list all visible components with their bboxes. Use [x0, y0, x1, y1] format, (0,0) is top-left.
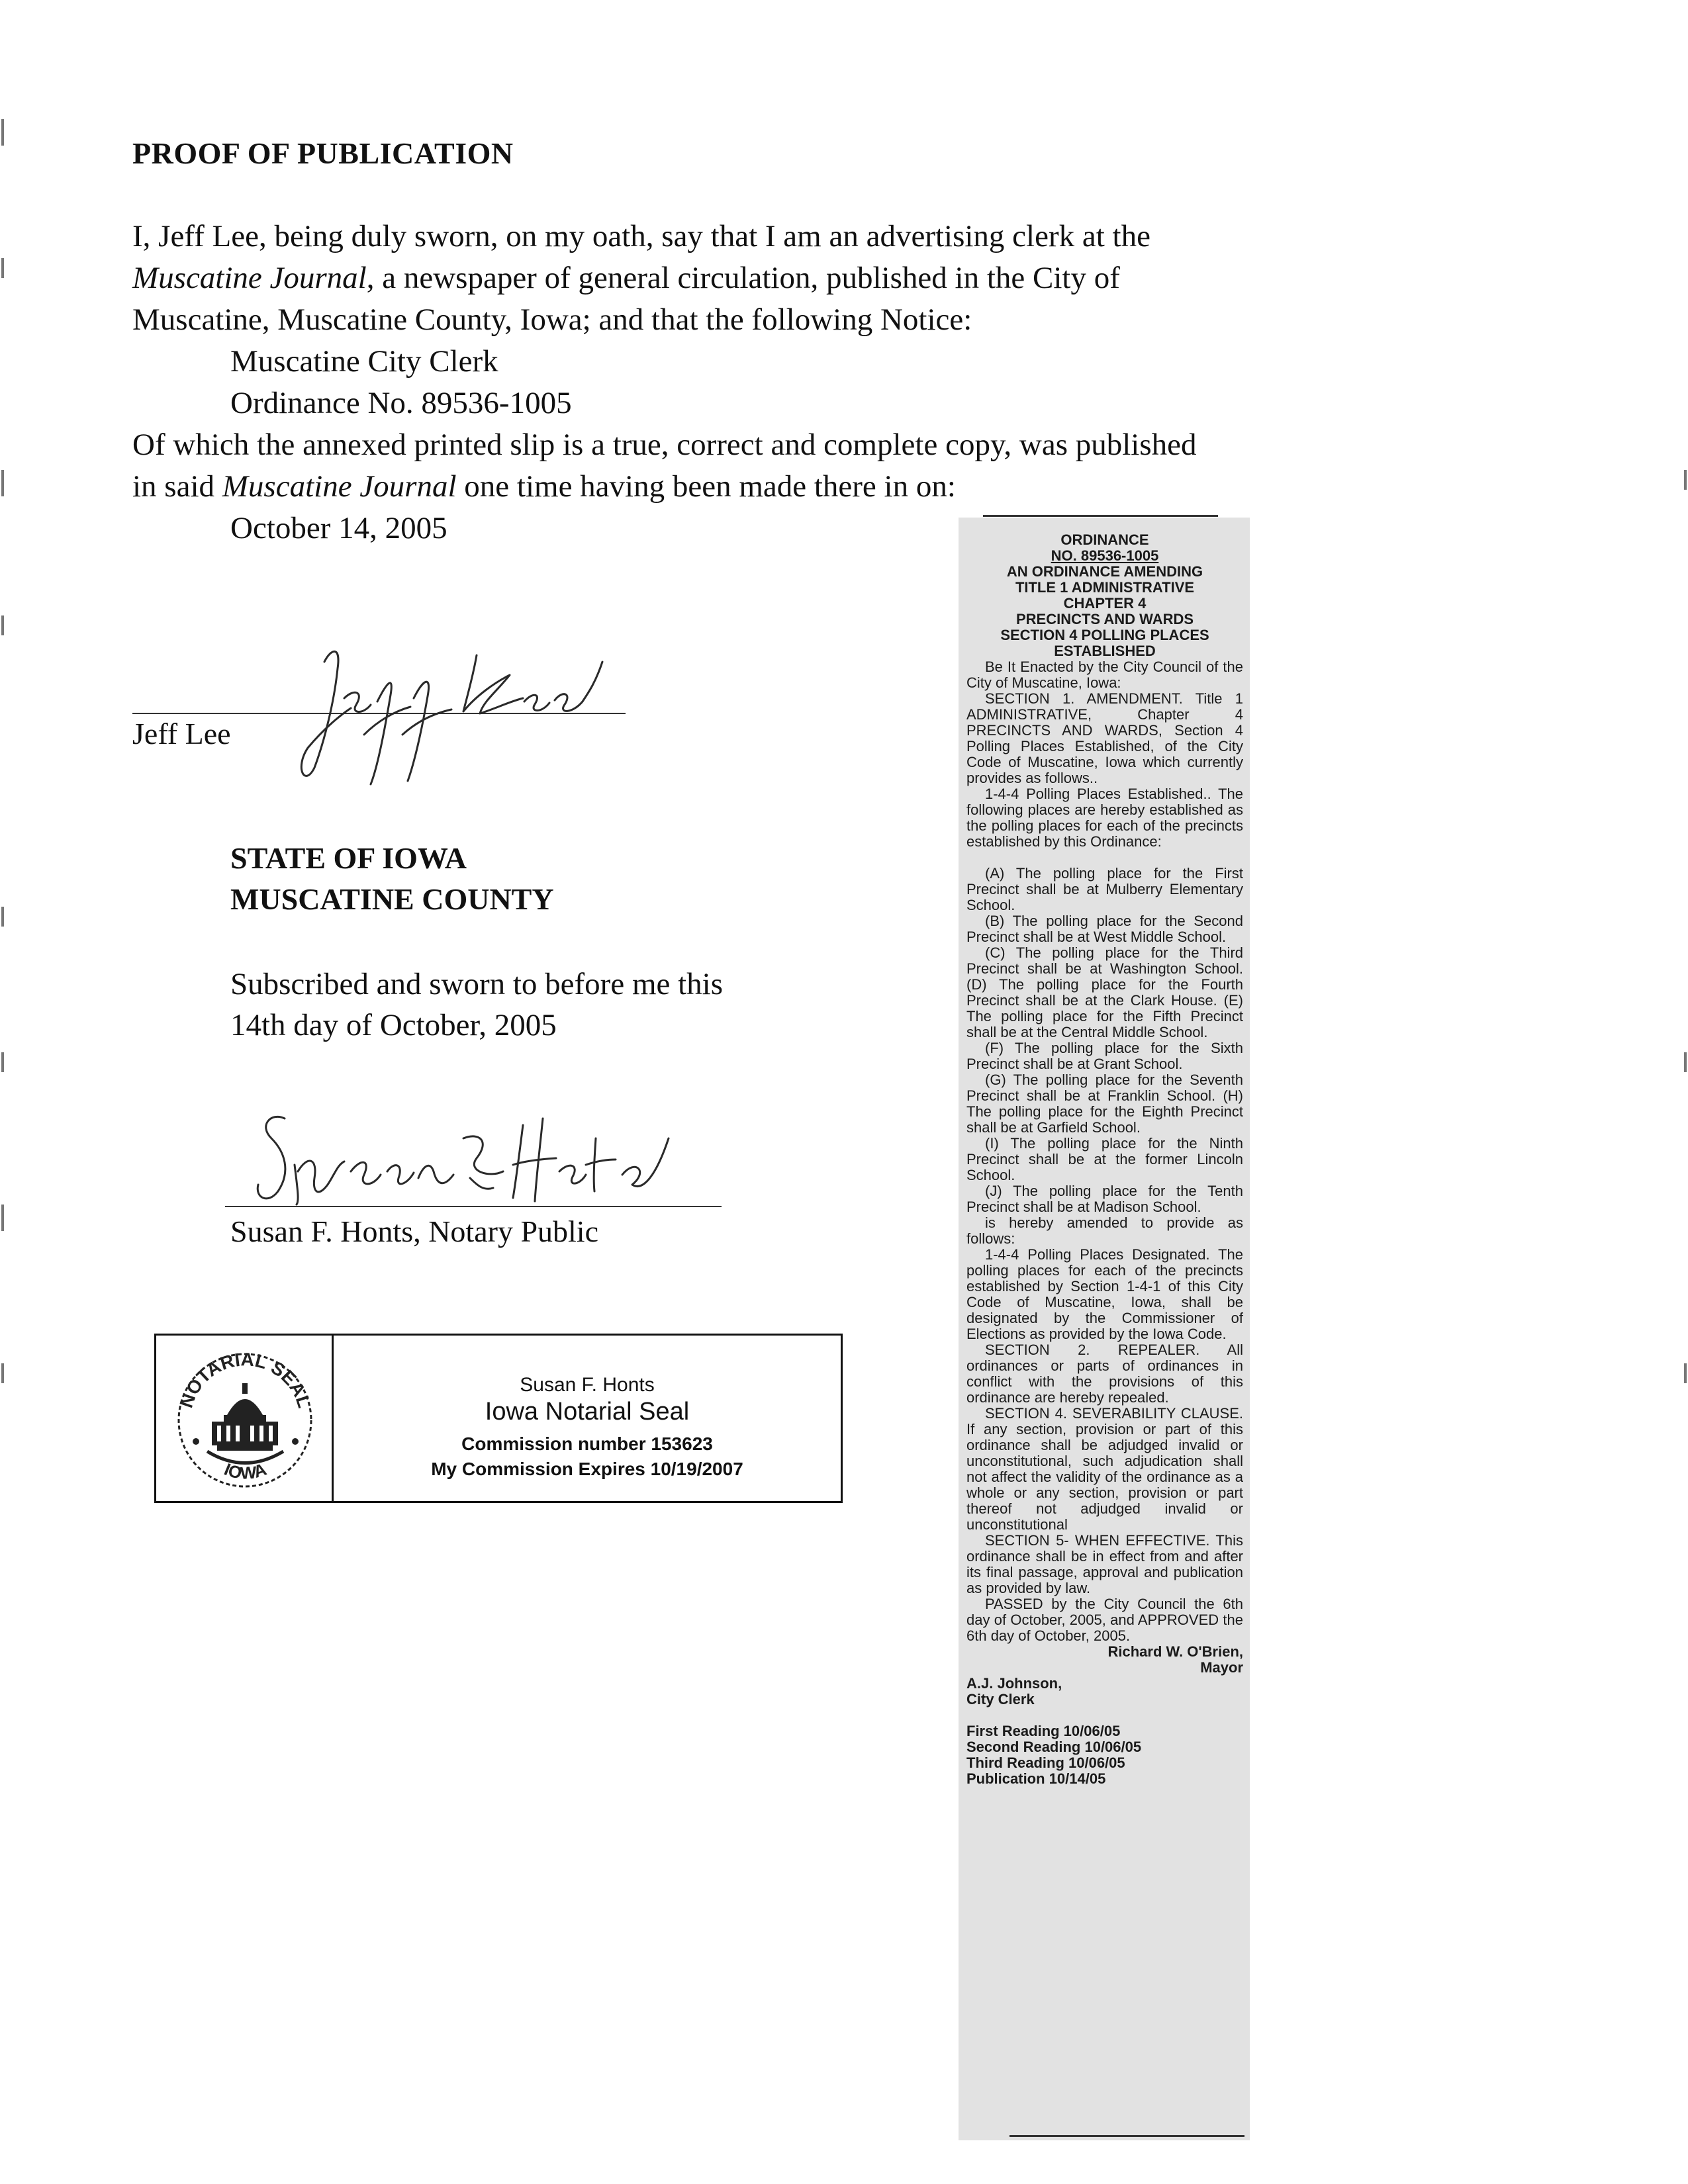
- notarial-seal-box: [154, 1334, 843, 1503]
- clipping-reading-date: Third Reading 10/06/05: [966, 1754, 1125, 1771]
- seal-text-block: [334, 1336, 841, 1501]
- clipping-heading-line: NO. 89536-1005: [1051, 547, 1159, 564]
- affidavit-line-3: Muscatine, Muscatine County, Iowa; and that the following Notice:: [132, 302, 972, 337]
- seal-state-text: IOWA: [221, 1459, 269, 1483]
- ordinance-number: Ordinance No. 89536-1005: [230, 386, 572, 420]
- clipping-paragraph: PASSED by the City Council the 6th day of October, 2005, and APPROVED the 6th day of October, 2005.: [966, 1596, 1243, 1644]
- notary-signature-line: [225, 1206, 722, 1207]
- notice-name: Muscatine City Clerk: [230, 344, 498, 379]
- jeff-lee-signature: [278, 635, 622, 788]
- seal-notary-name: Susan F. Honts: [520, 1374, 655, 1396]
- clipping-paragraph: (B) The polling place for the Second Precinct shall be at West Middle School.: [966, 913, 1243, 945]
- scan-edge-mark: [1, 615, 4, 635]
- clipping-mayor-name: Richard W. O'Brien,: [1107, 1643, 1243, 1660]
- clipping-heading-line: SECTION 4 POLLING PLACES: [1000, 627, 1209, 643]
- clipping-bottom-rule: [1009, 2135, 1244, 2137]
- clipping-paragraph: 1-4-4 Polling Places Designated. The polling places for each of the precincts established by Section 1-4-1 of this City Code of Muscatine, Iowa, shall be designated by the Commissioner of Elections as provided by the Iowa Code.: [966, 1246, 1243, 1342]
- clipping-paragraph: Be It Enacted by the City Council of the City of Muscatine, Iowa:: [966, 659, 1243, 691]
- affidavit-line-5-pre: in said: [132, 469, 222, 504]
- document-title: PROOF OF PUBLICATION: [132, 136, 514, 170]
- newspaper-name: Muscatine Journal: [132, 261, 367, 295]
- clipping-paragraph: (G) The polling place for the Seventh Precinct shall be at Franklin School. (H) The polling place for the Eighth Precinct shall be at Garfield School.: [966, 1071, 1243, 1136]
- scan-edge-mark: [1, 907, 4, 927]
- clipping-paragraph: is hereby amended to provide as follows:: [966, 1214, 1243, 1247]
- clipping-heading-line: TITLE 1 ADMINISTRATIVE: [1015, 579, 1195, 596]
- clipping-top-rule: [983, 515, 1218, 517]
- clipping-mayor-title: Mayor: [1200, 1659, 1243, 1676]
- scan-edge-mark: [1684, 1363, 1687, 1383]
- clipping-heading-line: CHAPTER 4: [1063, 595, 1147, 612]
- seal-commission-number: Commission number 153623: [461, 1433, 713, 1454]
- seal-commission-expiry: My Commission Expires 10/19/2007: [431, 1459, 743, 1479]
- scan-edge-mark: [1684, 470, 1687, 490]
- scan-edge-mark: [1, 470, 4, 496]
- jurat-line-1: Subscribed and sworn to before me this: [230, 967, 724, 1001]
- clipping-heading-line: ORDINANCE: [1060, 531, 1149, 548]
- signer-name: Jeff Lee: [132, 717, 231, 751]
- scan-edge-mark: [1, 1363, 4, 1383]
- affidavit-line-5-text: one time having been made there in on:: [456, 469, 956, 504]
- clipping-paragraph: (C) The polling place for the Third Precinct shall be at Washington School. (D) The polling place for the Fourth Precinct shall be at the Clark House. (E) The polling place for the Fifth Precinct shall be at the Central Middle School.: [966, 944, 1243, 1040]
- newspaper-clipping: [959, 518, 1250, 2140]
- publication-date: October 14, 2005: [230, 511, 447, 545]
- affidavit-line-4: Of which the annexed printed slip is a true, correct and complete copy, was published: [132, 428, 1197, 462]
- county-heading: MUSCATINE COUNTY: [230, 882, 554, 916]
- clipping-paragraph: (F) The polling place for the Sixth Precinct shall be at Grant School.: [966, 1040, 1243, 1072]
- affidavit-line-2-text: , a newspaper of general circulation, published in the City of: [366, 261, 1120, 295]
- jurat-line-2: 14th day of October, 2005: [230, 1008, 557, 1042]
- scan-edge-mark: [1, 1205, 4, 1231]
- affidavit-line-2: [132, 260, 1120, 296]
- scan-edge-mark: [1, 119, 4, 146]
- clipping-paragraph: 1-4-4 Polling Places Established.. The following places are hereby established as the polling places for each of the precincts established by this Ordinance:: [966, 786, 1243, 850]
- notary-name: Susan F. Honts, Notary Public: [230, 1214, 598, 1248]
- seal-title: Iowa Notarial Seal: [485, 1398, 690, 1426]
- state-heading: STATE OF IOWA: [230, 841, 467, 875]
- clipping-heading-line: PRECINCTS AND WARDS: [1015, 611, 1194, 627]
- clipping-reading-date: Second Reading 10/06/05: [966, 1739, 1142, 1755]
- capitol-building-icon: [212, 1383, 278, 1451]
- clipping-clerk-name: A.J. Johnson,: [966, 1675, 1062, 1692]
- clipping-heading-line: ESTABLISHED: [1054, 643, 1156, 659]
- notary-signature: [245, 1099, 682, 1211]
- clipping-paragraph: SECTION 2. REPEALER. All ordinances or parts of ordinances in conflict with the provisions of this ordinance are hereby repealed.: [966, 1342, 1243, 1406]
- affidavit-line-5: [132, 469, 956, 504]
- notarial-seal-emblem-icon: [171, 1342, 320, 1496]
- clipping-paragraph: SECTION 5- WHEN EFFECTIVE. This ordinance shall be in effect from and after its final passage, approval and publication as provided by law.: [966, 1532, 1243, 1596]
- scan-edge-mark: [1, 258, 4, 278]
- clipping-clerk-title: City Clerk: [966, 1691, 1035, 1707]
- clipping-paragraph: SECTION 4. SEVERABILITY CLAUSE. If any section, provision or part of this ordinance shall be adjudged invalid or unconstitutional, such adjudication shall not affect the validity of the ordinance as a whole or any section, provision or part thereof not adjudged invalid or unconstitutional: [966, 1405, 1243, 1533]
- seal-arc-text: NOTARIAL SEAL: [175, 1349, 315, 1410]
- scan-edge-mark: [1684, 1052, 1687, 1072]
- clipping-reading-date: Publication 10/14/05: [966, 1770, 1106, 1787]
- clipping-paragraph: (I) The polling place for the Ninth Precinct shall be at the former Lincoln School.: [966, 1135, 1243, 1183]
- scan-edge-mark: [1, 1052, 4, 1072]
- clipping-heading-line: AN ORDINANCE AMENDING: [1006, 563, 1203, 580]
- clipping-reading-date: First Reading 10/06/05: [966, 1723, 1121, 1739]
- affidavit-line-1: I, Jeff Lee, being duly sworn, on my oath, say that I am an advertising clerk at the: [132, 219, 1150, 253]
- clipping-paragraph: (J) The polling place for the Tenth Precinct shall be at Madison School.: [966, 1183, 1243, 1215]
- newspaper-name: Muscatine Journal: [222, 469, 457, 504]
- clipping-paragraph: SECTION 1. AMENDMENT. Title 1 ADMINISTRATIVE, Chapter 4 PRECINCTS AND WARDS, Section 4 Polling Places Established, of the City Code of Muscatine, Iowa which currently provides as follows..: [966, 690, 1243, 786]
- clipping-paragraph: (A) The polling place for the First Precinct shall be at Mulberry Elementary School.: [966, 865, 1243, 913]
